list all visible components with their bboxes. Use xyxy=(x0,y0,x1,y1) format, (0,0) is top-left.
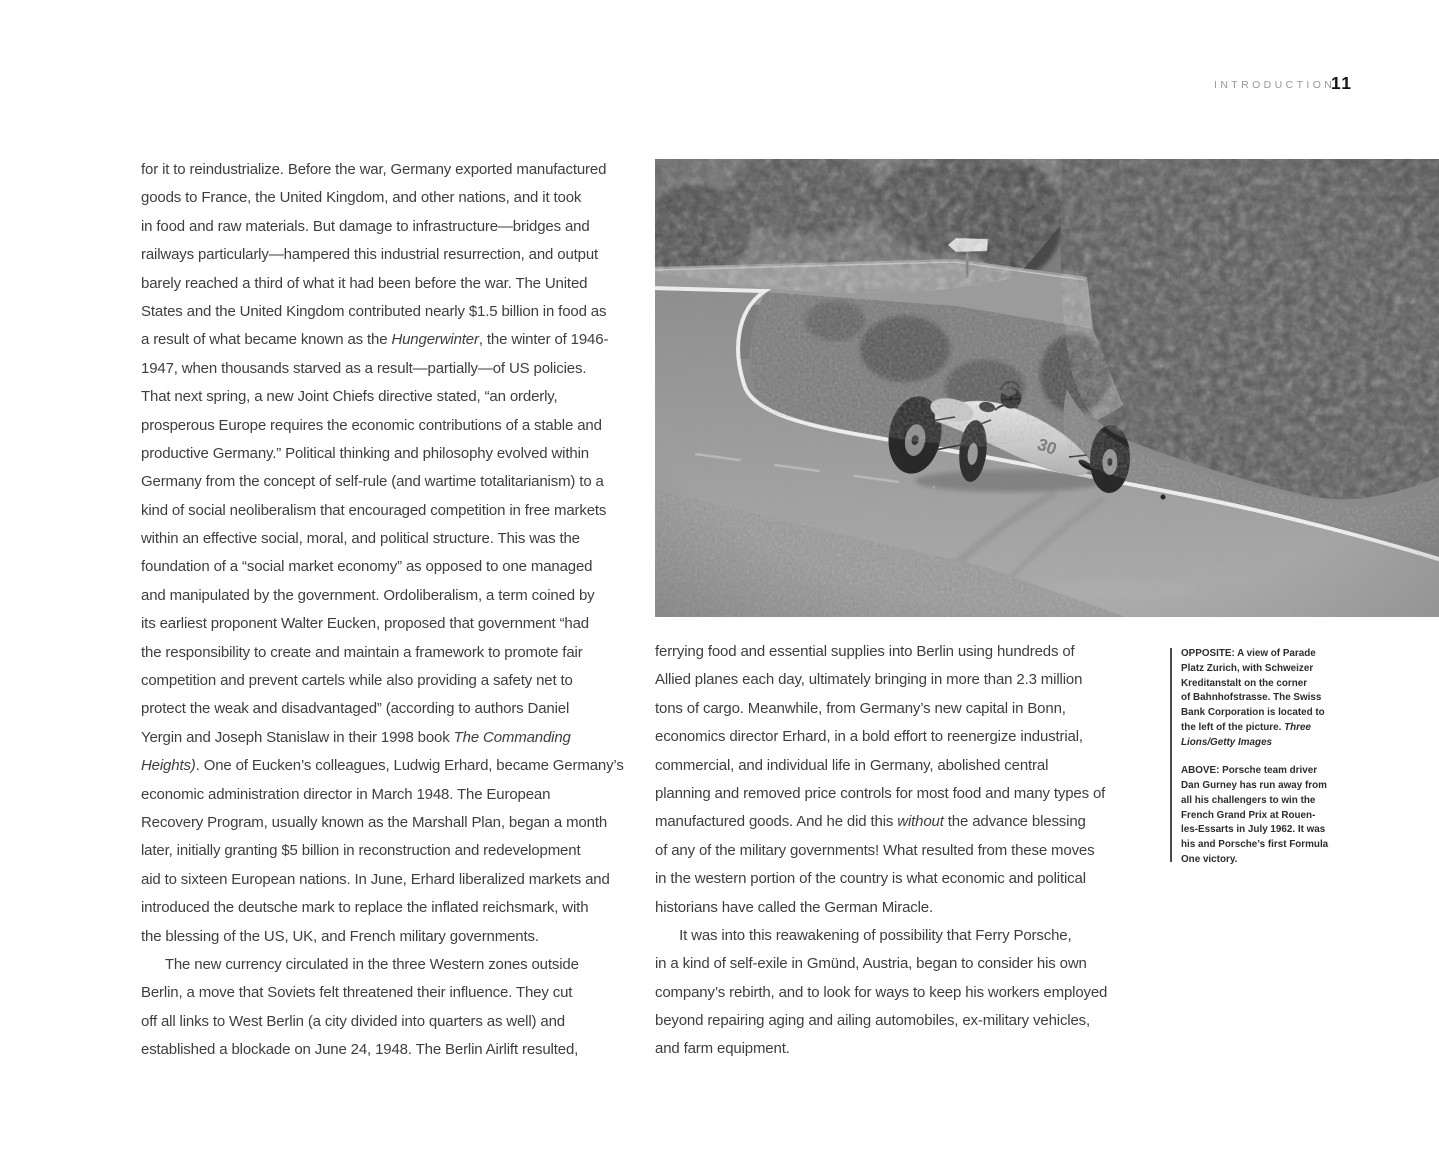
text-line: economics director Erhard, in a bold effort to reenergize industrial, xyxy=(655,728,1083,746)
text-line: 1947, when thousands starved as a result—partially—of US policies. xyxy=(141,359,587,377)
text-line: goods to France, the United Kingdom, and other nations, and it took xyxy=(141,189,582,207)
text-line: One victory. xyxy=(1181,852,1238,865)
text-line: States and the United Kingdom contributed nearly $1.5 billion in food as xyxy=(141,302,607,320)
race-photo-svg xyxy=(655,159,1439,617)
vignette xyxy=(655,159,1439,617)
text-line: ABOVE: Porsche team driver xyxy=(1181,764,1318,777)
text-line: in a kind of self-exile in Gmünd, Austria, began to consider his own xyxy=(655,955,1087,973)
text-line: That next spring, a new Joint Chiefs directive stated, “an orderly, xyxy=(141,388,558,406)
text-line: his and Porsche’s first Formula xyxy=(1181,838,1329,850)
text-line: established a blockade on June 24, 1948. The Berlin Airlift resulted, xyxy=(141,1041,579,1059)
text-line: kind of social neoliberalism that encouraged competition in free markets xyxy=(141,501,607,519)
page-number: 11 xyxy=(1331,73,1353,93)
caption-rule xyxy=(1170,648,1172,862)
text-line: company’s rebirth, and to look for ways to keep his workers employed xyxy=(655,983,1108,1001)
text-line: its earliest proponent Walter Eucken, proposed that government “had xyxy=(141,615,589,633)
text-line: Recovery Program, usually known as the Marshall Plan, began a month xyxy=(141,813,608,831)
left-text-column xyxy=(141,156,646,1065)
text-line: railways particularly—hampered this industrial resurrection, and output xyxy=(141,246,599,264)
text-line: the left of the picture. Three xyxy=(1181,720,1311,733)
text-line: and manipulated by the government. Ordoliberalism, a term coined by xyxy=(141,586,595,604)
text-line: It was into this reawakening of possibility that Ferry Porsche, xyxy=(655,926,1072,944)
right-text-column xyxy=(655,638,1160,1064)
text-line: Allied planes each day, ultimately bringing in more than 2.3 million xyxy=(655,671,1083,689)
text-line: barely reached a third of what it had been before the war. The United xyxy=(141,274,588,292)
text-line: The new currency circulated in the three Western zones outside xyxy=(141,955,579,973)
text-line: aid to sixteen European nations. In June, Erhard liberalized markets and xyxy=(141,870,610,888)
text-line: Yergin and Joseph Stanislaw in their 1998 book The Commanding xyxy=(141,728,571,746)
text-line: economic administration director in March 1948. The European xyxy=(141,785,551,803)
race-photo xyxy=(655,159,1439,617)
text-line: les-Essarts in July 1962. It was xyxy=(1181,823,1326,836)
text-line: Kreditanstalt on the corner xyxy=(1181,676,1308,689)
text-line: a result of what became known as the Hungerwinter, the winter of 1946- xyxy=(141,331,609,349)
text-line: of any of the military governments! What resulted from these moves xyxy=(655,841,1095,859)
text-line: the responsibility to create and maintain a framework to promote fair xyxy=(141,643,583,661)
photo-captions xyxy=(1181,646,1355,867)
running-head-section: INTRODUCTION xyxy=(1214,79,1336,91)
text-line: Germany from the concept of self-rule (and wartime totalitarianism) to a xyxy=(141,473,604,491)
text-line: Dan Gurney has run away from xyxy=(1181,779,1327,791)
text-line: protect the weak and disadvantaged” (according to authors Daniel xyxy=(141,700,570,718)
text-line: in the western portion of the country is what economic and political xyxy=(655,870,1086,888)
text-line: commercial, and individual life in Germany, abolished central xyxy=(655,756,1049,774)
text-line: the blessing of the US, UK, and French military governments. xyxy=(141,927,539,945)
text-line: Berlin, a move that Soviets felt threatened their influence. They cut xyxy=(141,984,573,1002)
text-line: Platz Zurich, with Schweizer xyxy=(1181,661,1314,674)
text-line: productive Germany.” Political thinking and philosophy evolved within xyxy=(141,444,589,462)
text-line: planning and removed price controls for most food and many types of xyxy=(655,784,1106,802)
text-line: French Grand Prix at Rouen- xyxy=(1181,808,1316,821)
text-line: off all links to West Berlin (a city divided into quarters as well) and xyxy=(141,1012,565,1030)
text-line: competition and prevent cartels while also providing a safety net to xyxy=(141,672,573,690)
text-line: tons of cargo. Meanwhile, from Germany’s new capital in Bonn, xyxy=(655,699,1066,717)
text-line: and farm equipment. xyxy=(655,1040,790,1058)
text-line: within an effective social, moral, and political structure. This was the xyxy=(141,530,580,548)
text-line: prosperous Europe requires the economic contributions of a stable and xyxy=(141,416,602,434)
text-line: historians have called the German Miracle. xyxy=(655,898,933,916)
text-line: Lions/Getty Images xyxy=(1181,735,1273,748)
text-line: of Bahnhofstrasse. The Swiss xyxy=(1181,691,1322,704)
text-line: Bank Corporation is located to xyxy=(1181,706,1325,718)
text-line: introduced the deutsche mark to replace the inflated reichsmark, with xyxy=(141,899,589,917)
text-line: ferrying food and essential supplies into Berlin using hundreds of xyxy=(655,643,1075,660)
text-line: manufactured goods. And he did this without the advance blessing xyxy=(655,813,1086,831)
text-line: beyond repairing aging and ailing automobiles, ex-military vehicles, xyxy=(655,1012,1091,1030)
text-line: for it to reindustrialize. Before the war, Germany exported manufactured xyxy=(141,161,607,178)
caption-opposite xyxy=(1181,646,1355,749)
caption-above xyxy=(1181,763,1355,866)
text-line: Heights). One of Eucken’s colleagues, Ludwig Erhard, became Germany’s xyxy=(141,757,624,775)
text-line: later, initially granting $5 billion in reconstruction and redevelopment xyxy=(141,842,581,860)
text-line: OPPOSITE: A view of Parade xyxy=(1181,647,1316,659)
text-line: all his challengers to win the xyxy=(1181,793,1316,806)
text-line: foundation of a “social market economy” as opposed to one managed xyxy=(141,558,593,576)
text-line: in food and raw materials. But damage to infrastructure—bridges and xyxy=(141,217,590,235)
